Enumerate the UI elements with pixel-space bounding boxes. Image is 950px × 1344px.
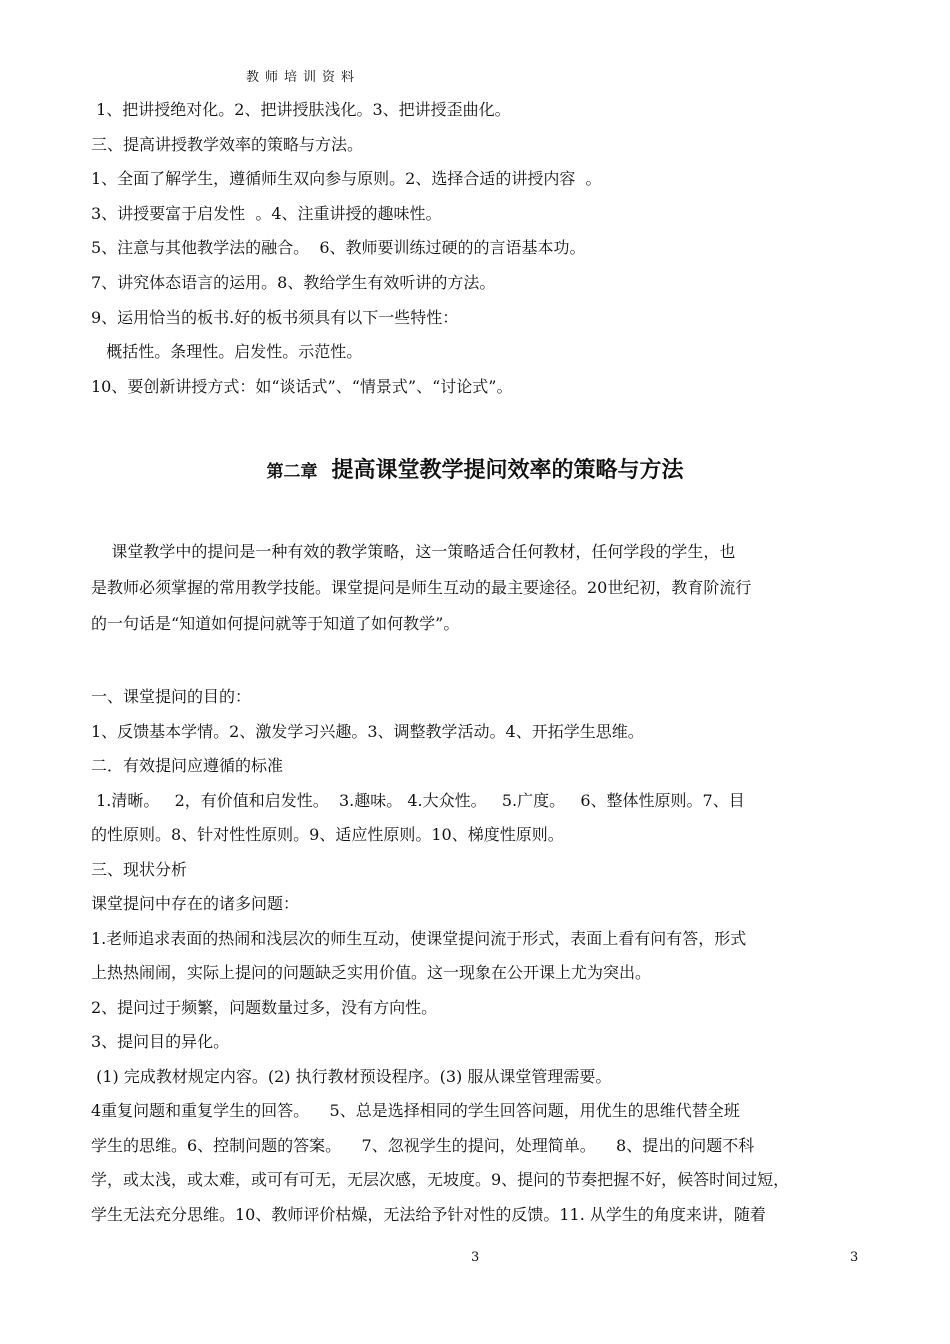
chapter-title: 提高课堂教学提问效率的策略与方法 <box>331 458 684 483</box>
text-line: 一、课堂提问的目的： <box>91 687 252 706</box>
text-line: 4重复问题和重复学生的回答。 5、总是选择相同的学生回答问题，用优生的思维代替全班 <box>91 1101 740 1120</box>
text-line: (1) 完成教材规定内容。(2) 执行教材预设程序。(3) 服从课堂管理需要。 <box>91 1066 612 1086</box>
text-line: 3、提问目的异化。 <box>91 1032 230 1051</box>
text-line: 学生无法充分思维。10、教师评价枯燥，无法给予针对性的反馈。11. 从学生的角度来讲，随着 <box>91 1204 766 1224</box>
text-line: 上热热闹闹，实际上提问的问题缺乏实用价值。这一现象在公开课上尤为突出。 <box>91 963 652 982</box>
text-line: 1、反馈基本学情。2、激发学习兴趣。3、调整教学活动。4、开拓学生思维。 <box>91 721 644 741</box>
text-line: 课堂提问中存在的诸多问题： <box>91 894 300 913</box>
text-line: 3、讲授要富于启发性 。4、注重讲授的趣味性。 <box>91 203 442 223</box>
text-line: 9、运用恰当的板书.好的板书须具有以下一些特性： <box>91 307 459 327</box>
chapter-number: 第二章 <box>266 462 318 482</box>
text-line: 概括性。条理性。启发性。示范性。 <box>91 342 363 362</box>
text-line: 学生的思维。6、控制问题的答案。 7、忽视学生的提问，处理简单。 8、提出的问题不科 <box>91 1135 755 1155</box>
text-line: 5、注意与其他教学法的融合。 6、教师要训练过硬的的言语基本功。 <box>91 238 586 258</box>
text-line: 1、把讲授绝对化。2、把讲授肤浅化。3、把讲授歪曲化。 <box>91 100 511 119</box>
text-line: 的一句话是“知道如何提问就等于知道了如何教学”。 <box>91 614 460 633</box>
chapter-heading <box>0 453 950 484</box>
text-line: 7、讲究体态语言的运用。8、教给学生有效听讲的方法。 <box>91 273 496 292</box>
text-line: 2、提问过于频繁，问题数量过多，没有方向性。 <box>91 997 438 1017</box>
page-number-center: 3 <box>471 1250 480 1265</box>
text-line: 课堂教学中的提问是一种有效的教学策略，这一策略适合任何教材，任何学段的学生，也 <box>91 542 736 561</box>
text-line: 学，或太浅，或太难，或可有可无，无层次感，无坡度。9、提问的节奏把握不好，候答时间过短， <box>91 1170 790 1189</box>
text-line: 三、提高讲授教学效率的策略与方法。 <box>91 134 364 154</box>
page-header: 教师培训资料 <box>246 70 361 85</box>
text-line: 是教师必须掌握的常用教学技能。课堂提问是师生互动的最主要途径。20世纪初，教育阶流行 <box>91 578 752 597</box>
text-line: 1.清晰。 2，有价值和启发性。 3.趣味。 4.大众性。 5.广度。 6、整体性原则。7、目 <box>91 790 745 810</box>
text-line: 的性原则。8、针对性性原则。9、适应性原则。10、梯度性原则。 <box>91 825 564 844</box>
text-line: 1、全面了解学生，遵循师生双向参与原则。2、选择合适的讲授内容 。 <box>91 169 602 189</box>
text-line: 1.老师追求表面的热闹和浅层次的师生互动，使课堂提问流于形式，表面上看有问有答，形式 <box>91 928 747 948</box>
text-line: 二．有效提问应遵循的标准 <box>91 756 284 775</box>
text-line: 三、现状分析 <box>91 859 188 879</box>
page-number-right: 3 <box>850 1250 859 1265</box>
text-line: 10、要创新讲授方式：如“谈话式”、“情景式”、“讨论式”。 <box>91 376 513 396</box>
